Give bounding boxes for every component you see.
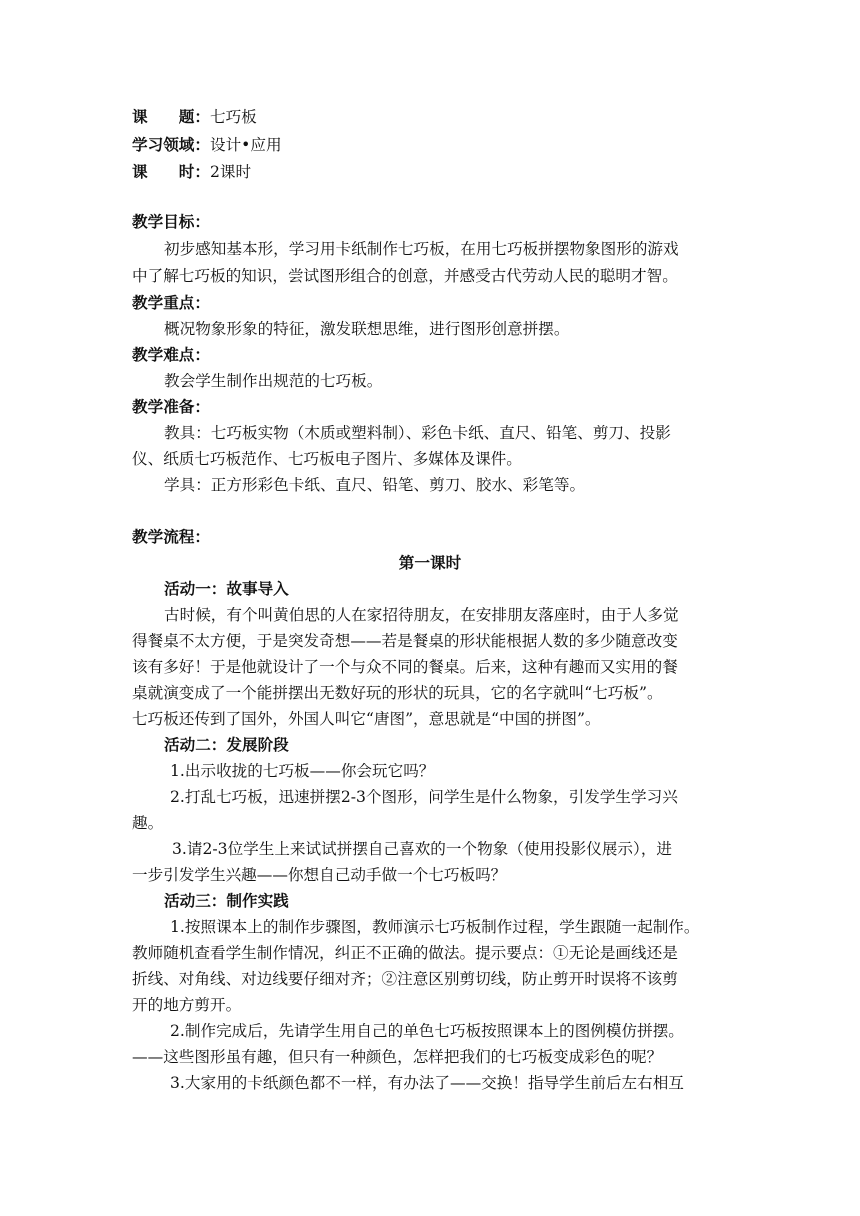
activity3-line: 开的地方剪开。	[132, 996, 242, 1014]
preparation-heading: 教学准备：	[132, 397, 210, 416]
topic-value: 七巧板	[209, 108, 257, 126]
activity3-title: 活动三：制作实践	[164, 891, 289, 910]
goals-heading: 教学目标：	[132, 212, 210, 231]
process-heading: 教学流程：	[132, 527, 210, 546]
activity1-line: 该有多好！于是他就设计了一个与众不同的餐桌。后来，这种有趣而又实用的餐	[132, 658, 678, 676]
domain-label: 学习领域：	[132, 135, 210, 154]
goals-line: 初步感知基本形，学习用卡纸制作七巧板，在用七巧板拼摆物象图形的游戏	[164, 240, 679, 258]
preparation-line: 学具：正方形彩色卡纸、直尺、铅笔、剪刀、胶水、彩笔等。	[164, 476, 586, 494]
hours-label: 课 时：	[132, 162, 210, 181]
activity3-line: 教师随机查看学生制作情况，纠正不正确的做法。提示要点：①无论是画线还是	[132, 944, 678, 962]
activity3-line: ——这些图形虽有趣，但只有一种颜色，怎样把我们的七巧板变成彩色的呢？	[132, 1048, 663, 1066]
activity3-line: 2.制作完成后，先请学生用自己的单色七巧板按照课本上的图例模仿拼摆。	[170, 1022, 684, 1040]
activity1-line: 得餐桌不太方便，于是突发奇想——若是餐桌的形状能根据人数的多少随意改变	[132, 632, 678, 650]
activity3-line: 1.按照课本上的制作步骤图，教师演示七巧板制作过程，学生跟随一起制作。	[170, 918, 700, 936]
difficulties-heading: 教学难点：	[132, 345, 210, 364]
activity1-line: 桌就演变成了一个能拼摆出无数好玩的形状的玩具，它的名字就叫“七巧板”。	[132, 684, 663, 702]
activity2-line: 一步引发学生兴趣——你想自己动手做一个七巧板吗？	[132, 866, 507, 884]
session-title: 第一课时	[398, 553, 462, 572]
topic-label: 课 题：	[132, 107, 210, 126]
hours-row	[132, 161, 251, 183]
topic-row	[132, 106, 257, 128]
domain-value: 设计•应用	[209, 136, 282, 154]
goals-line: 中了解七巧板的知识，尝试图形组合的创意，并感受古代劳动人民的聪明才智。	[132, 267, 678, 285]
key-points-heading: 教学重点：	[132, 293, 210, 312]
difficulties-line: 教会学生制作出规范的七巧板。	[164, 372, 383, 390]
activity2-line: 3.请2-3位学生上来试试拼摆自己喜欢的一个物象（使用投影仪展示），进	[172, 840, 673, 858]
activity1-line: 七巧板还传到了国外，外国人叫它“唐图”，意思就是“中国的拼图”。	[132, 710, 601, 728]
preparation-line: 仪、纸质七巧板范作、七巧板电子图片、多媒体及课件。	[132, 450, 522, 468]
activity2-line: 1.出示收拢的七巧板——你会玩它吗？	[170, 762, 435, 780]
hours-value: 2课时	[209, 163, 252, 181]
activity3-line: 折线、对角线、对边线要仔细对齐；②注意区别剪切线，防止剪开时误将不该剪	[132, 970, 678, 988]
activity3-line: 3.大家用的卡纸颜色都不一样，有办法了——交换！指导学生前后左右相互	[170, 1074, 684, 1092]
preparation-line: 教具：七巧板实物（木质或塑料制）、彩色卡纸、直尺、铅笔、剪刀、投影	[164, 424, 671, 442]
activity2-title: 活动二：发展阶段	[164, 735, 289, 754]
activity2-line: 趣。	[132, 814, 164, 832]
activity1-title: 活动一：故事导入	[164, 579, 289, 598]
domain-row	[132, 134, 282, 156]
key-points-line: 概况物象形象的特征，激发联想思维，进行图形创意拼摆。	[164, 320, 570, 338]
activity1-line: 古时候，有个叫黄伯思的人在家招待朋友，在安排朋友落座时，由于人多觉	[164, 606, 679, 624]
activity2-line: 2.打乱七巧板，迅速拼摆2-3个图形，问学生是什么物象，引发学生学习兴	[170, 788, 678, 806]
